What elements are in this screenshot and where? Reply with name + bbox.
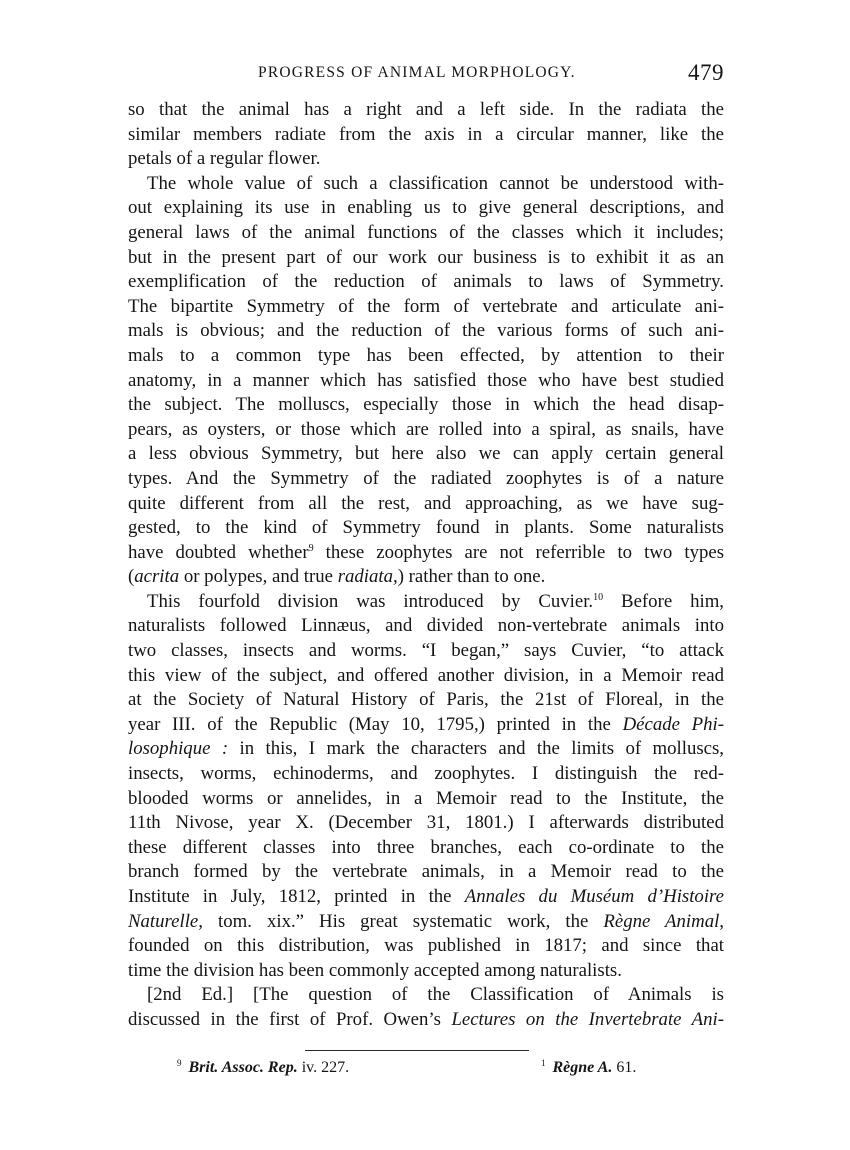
footnote-mark: 1 — [541, 1058, 546, 1068]
text-line: petals of a regular flower. — [128, 148, 321, 170]
italic-term: acrita — [134, 566, 180, 588]
footnote — [541, 1058, 636, 1077]
text-line: a less obvious Symmetry, but here also we can apply certain general — [128, 443, 724, 465]
footnote-ref: 10 — [593, 591, 604, 603]
text-run: in this, I mark the characters and the limits of molluscs, — [228, 738, 724, 760]
text-line: blooded worms or annelides, in a Memoir read to the Institute, the — [128, 787, 724, 809]
text-run: or polypes, and true — [179, 566, 338, 588]
footnote — [177, 1058, 349, 1077]
text-run: Institute in July, 1812, printed in the — [128, 886, 465, 907]
text-line: time the division has been commonly accepted among naturalists. — [128, 959, 622, 981]
footnote-detail: 61. — [612, 1059, 637, 1076]
text-run: discussed in the first of Prof. Owen’s — [128, 1008, 452, 1030]
text-run: Before him, — [603, 590, 724, 612]
text-run: ( — [128, 566, 135, 588]
footnote-source: Règne A. — [552, 1059, 613, 1076]
running-title: PROGRESS OF ANIMAL MORPHOLOGY. — [258, 64, 576, 81]
text-line: out explaining its use in enabling us to give general descriptions, and — [128, 197, 724, 219]
text-line — [128, 885, 724, 910]
text-line: mals to a common type has been effected, by attention to their — [128, 344, 724, 366]
text-line — [128, 565, 724, 590]
text-line: this view of the subject, and offered another division, in a Memoir read — [128, 664, 724, 686]
text-line: at the Society of Natural History of Paris, the 21st of Floreal, in the — [128, 689, 724, 711]
text-line: quite different from all the rest, and approaching, as we have sug- — [128, 492, 724, 514]
italic-title: losophique : — [128, 738, 229, 760]
footnote-rule — [305, 1050, 529, 1051]
italic-title: Naturelle, — [128, 910, 203, 932]
text-line: founded on this distribution, was published in 1817; and since that — [128, 935, 724, 957]
text-line: naturalists followed Linnæus, and divided non-vertebrate animals into — [128, 615, 724, 637]
text-line: The whole value of such a classification cannot be understood with- — [147, 172, 724, 194]
footnote-source: Brit. Assoc. Rep. — [188, 1059, 298, 1076]
italic-term: radiata, — [337, 566, 398, 588]
text-line — [128, 1008, 724, 1033]
running-head — [128, 60, 724, 90]
text-line: types. And the Symmetry of the radiated zoophytes is of a nature — [128, 467, 724, 489]
text-line: these different classes into three branches, each co-ordinate to the — [128, 836, 724, 858]
footnote-detail: iv. 227. — [297, 1059, 350, 1076]
text-line: anatomy, in a manner which has satisfied those who have best studied — [128, 369, 724, 391]
text-line: two classes, insects and worms. “I began,” says Cuvier, “to attack — [128, 640, 724, 662]
text-line — [128, 737, 724, 762]
text-line — [128, 590, 724, 615]
text-line: but in the present part of our work our business is to exhibit it as an — [128, 246, 724, 268]
text-line: 11th Nivose, year X. (December 31, 1801.) I afterwards distributed — [128, 812, 724, 834]
text-line: The bipartite Symmetry of the form of vertebrate and articulate ani- — [128, 295, 724, 317]
footnote-mark: 9 — [177, 1058, 182, 1068]
text-run: ) rather than to one. — [397, 566, 546, 588]
text-run: have doubted whether — [128, 541, 309, 563]
text-line: mals is obvious; and the reduction of the various forms of such ani- — [128, 320, 724, 342]
text-line: similar members radiate from the axis in a circular manner, like the — [128, 123, 724, 145]
text-run: year III. of the Republic (May 10, 1795,) printed in the — [128, 713, 623, 735]
text-line: exemplification of the reduction of animals to laws of Symmetry. — [128, 271, 724, 293]
text-line — [128, 713, 724, 738]
italic-title: Lectures on the Invertebrate Ani- — [451, 1008, 725, 1030]
text-line: so that the animal has a right and a left side. In the radiata the — [128, 99, 724, 120]
text-line: gested, to the kind of Symmetry found in plants. Some naturalists — [128, 517, 724, 539]
text-line — [128, 541, 724, 566]
text-run: This fourfold division was introduced by Cuvier. — [147, 590, 594, 612]
text-line: general laws of the animal functions of the classes which it includes; — [128, 221, 724, 243]
page-number: 479 — [688, 60, 724, 85]
body-text — [128, 98, 724, 1033]
text-run: tom. xix.” His great systematic work, the — [202, 910, 604, 932]
text-line: pears, as oysters, or those which are rolled into a spiral, as snails, have — [128, 418, 724, 440]
italic-title: Annales du Muséum d’Histoire — [464, 886, 724, 907]
text-line: branch formed by the vertebrate animals, in a Memoir read to the — [128, 861, 724, 883]
footnote-ref: 9 — [308, 542, 314, 554]
text-line — [128, 910, 724, 935]
italic-title: Décade Phi- — [622, 713, 724, 735]
text-line: [2nd Ed.] [The question of the Classification of Animals is — [147, 984, 724, 1006]
text-run: these zoophytes are not referrible to two types — [313, 541, 724, 563]
text-line: the subject. The molluscs, especially those in which the head disap- — [128, 394, 724, 416]
italic-title: Règne Animal, — [603, 910, 725, 932]
text-line: insects, worms, echinoderms, and zoophytes. I distinguish the red- — [128, 763, 724, 785]
